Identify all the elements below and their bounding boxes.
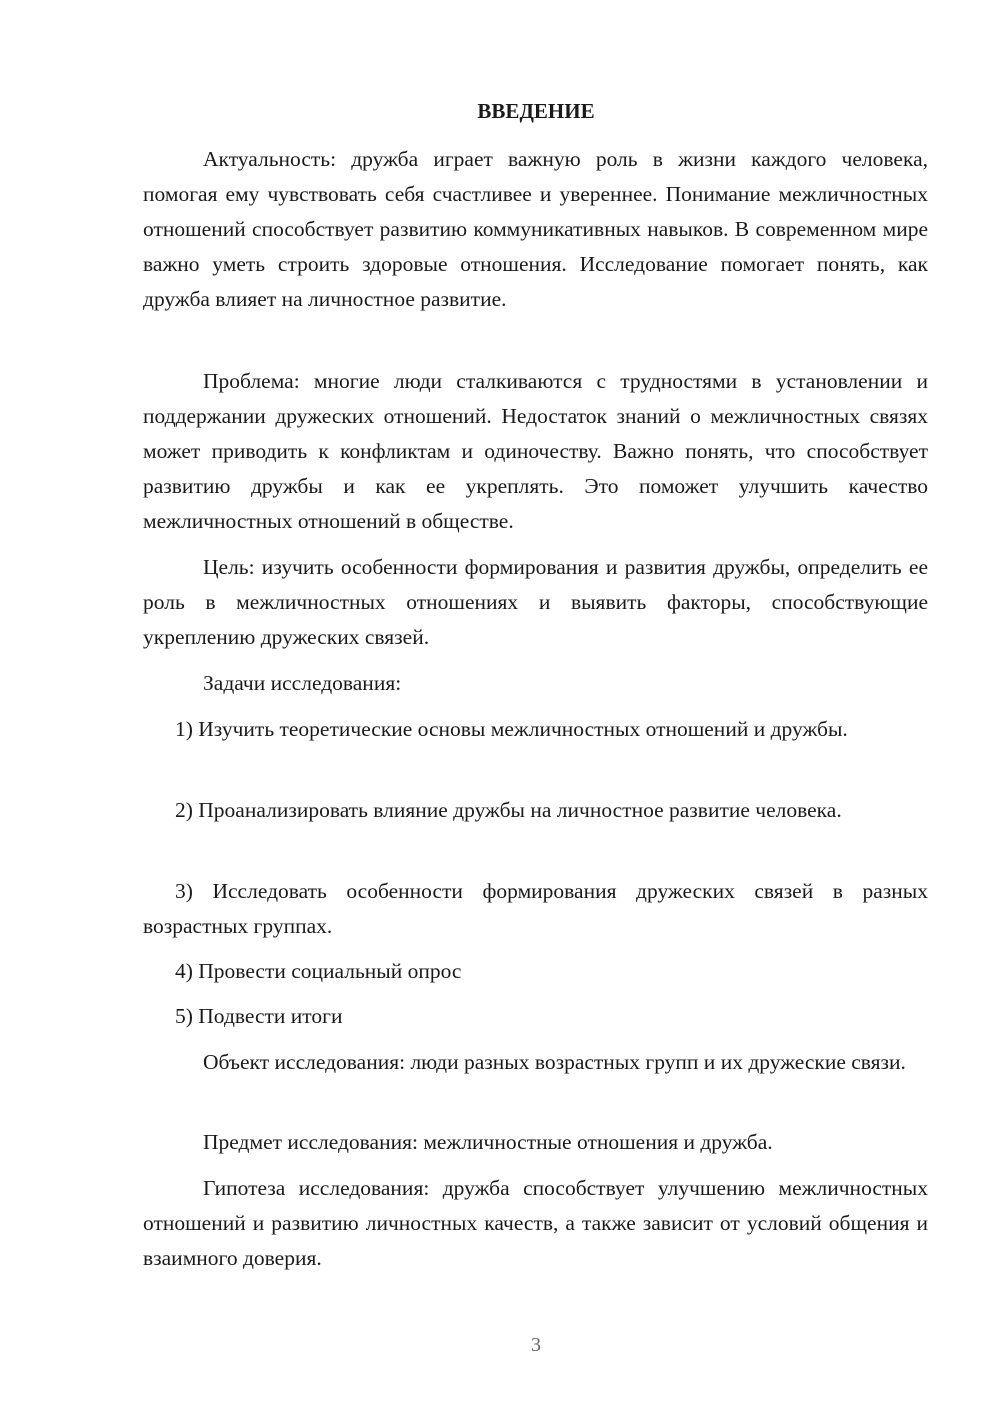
paragraph-goal: Цель: изучить особенности формирования и развития дружбы, определить ее роль в межличностных отношениях и выявить факторы, способствующие укреплению дружеских связей. [143, 555, 928, 649]
paragraph-object: Объект исследования: люди разных возрастных групп и их дружеские связи. [203, 1050, 906, 1074]
paragraph-subject: Предмет исследования: межличностные отношения и дружба. [203, 1130, 773, 1154]
tasks-title: Задачи исследования: [203, 671, 402, 695]
page-number: 3 [531, 1334, 541, 1356]
paragraph-hypothesis: Гипотеза исследования: дружба способствует улучшению межличностных отношений и развитию личностных качеств, а также зависит от условий общения и взаимного доверия. [143, 1176, 928, 1270]
task-item: 4) Провести социальный опрос [175, 959, 462, 983]
paragraph-problem: Проблема: многие люди сталкиваются с трудностями в установлении и поддержании дружеских отношений. Недостаток знаний о межличностных связях может приводить к конфликтам и одиночеству. Важно понять, что способствует развитию дружбы и как ее укреплять. Это поможет улучшить качество межличностных отношений в обществе. [143, 369, 928, 533]
task-item: 1) Изучить теоретические основы межличностных отношений и дружбы. [175, 717, 848, 741]
paragraph-relevance: Актуальность: дружба играет важную роль в жизни каждого человека, помогая ему чувствовать себя счастливее и увереннее. Понимание межличностных отношений способствует развитию коммуникативных навыков. В современном мире важно уметь строить здоровые отношения. Исследование помогает понять, как дружба влияет на личностное развитие. [143, 147, 928, 311]
section-heading: ВВЕДЕНИЕ [477, 99, 595, 123]
task-item: 2) Проанализировать влияние дружбы на личностное развитие человека. [175, 798, 842, 822]
task-item: 5) Подвести итоги [175, 1004, 343, 1028]
task-item: 3) Исследовать особенности формирования дружеских связей в разных возрастных группах. [143, 879, 928, 938]
